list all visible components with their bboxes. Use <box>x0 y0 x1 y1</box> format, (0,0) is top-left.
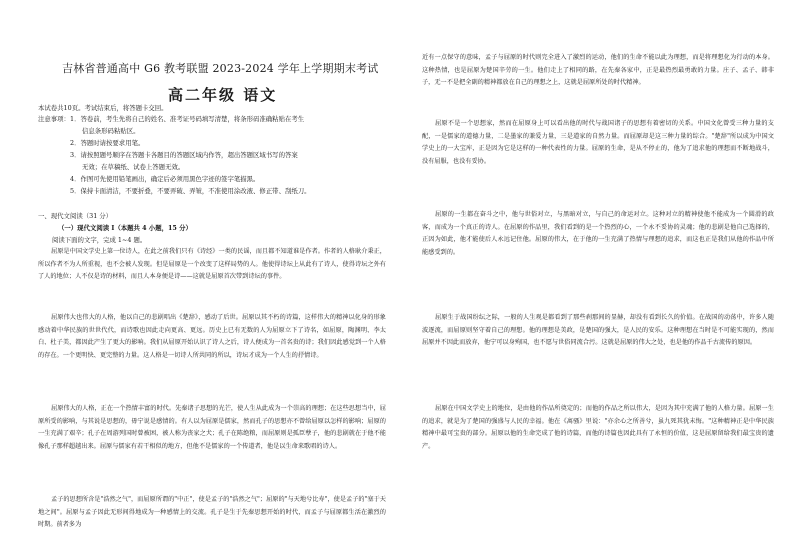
section-heading: 一、现代文阅读（31 分） <box>38 212 113 220</box>
subsection-heading: （一）现代文阅读 I（本题共 4 小题，15 分） <box>58 224 192 232</box>
notice-label: 注意事项： <box>38 115 70 123</box>
left-column <box>38 0 386 560</box>
passage-paragraph: 屈原生于战国纷纭之际，一般的人生观是都看到了那些刹那间的显赫，却没有看到长久的价值。在战国的动荡中，许多人随波逐流，而屈原则坚守着自己的理想。他的理想是美政，是楚国的强大，是人民的安乐。这种理想在当时是不可能实现的，然而屈原并不因此而放弃，他宁可以身殉国，也不愿与世俗同流合污。这就是屈原的伟大之处，也是他的作品千古流传的原因。 <box>422 314 774 347</box>
notice-item: 3．请按照题号顺序在答题卡各题目的答题区域内作答，超出答题区域书写的答案 <box>70 151 298 159</box>
notice-item: 4．作图可先使用铅笔画出，确定后必须用黑色字迹的签字笔描黑。 <box>70 175 260 183</box>
passage-paragraph: 屈原的一生都在奋斗之中，他与世俗对立，与黑暗对立，与自己的命运对立。这种对立的精神使他不能成为一个圆滑的政客，而成为一个真正的诗人。在屈原的作品里，我们看到的是一个热烈的心，一个永不妥协的灵魂；他的悲剧是他自己选择的，正因为如此，他才能使后人永远记住他。屈原的伟大，在于他的一生充满了热情与理想的追求，而这也正是我们从他的作品中所能感受到的。 <box>422 211 774 256</box>
right-column <box>422 0 774 560</box>
passage-paragraph: 屈原伟大也伟大的人格，他以自己的悲剧唱出《楚辞》，感动了后世。屈原以其不朽的诗篇，这样伟大的精神以化身的形象感动着中华民族的世世代代，而诗歌也因此走向更高、更远。历史上已有无数的人为屈原立下了诗名，如屈原，陶渊明、李太白、杜子美，都因此产生了更大的影响。我们从屈原开始认识了诗人之后，诗人便成为一首名贵的诗；我们因此感觉到一个人格的存在。一个更明快、更完整的力量。这人格是一切诗人所共同的所以，诗坛才成为一个人生的抒情诗。 <box>38 314 386 359</box>
notice-item: 信息条形码粘贴区。 <box>82 127 140 135</box>
passage-paragraph: 孟子的思想所含是"浩然之气"，而屈原所谓的"中正"，使是孟子的"浩然之气"；屈原的"与天地兮比寿"，使是孟子的"塞于天地之间"。屈原与孟子因此无形间得地成为一种感情上的交流。孔子是生于先秦思想开始的时代，而孟子与屈原都生活在激烈的时期。前者多为 <box>38 496 386 529</box>
notice-item: 1．答卷前，考生先将自己的姓名、准考证号码填写清楚，将条形码准确粘贴在考生 <box>70 115 305 123</box>
exam-subtitle: 高二年级 语文 <box>168 86 278 104</box>
passage-paragraph: 屈原是中国文学史上第一位诗人，在此之前我们只有《诗经》一类的民谣，而且都不知道谁是作者。作者的人格耿介秉正，所以作者不为人所重视，也不会被人发现。但是屈原是一个改变了这样局势的人。他使得诗坛上从此有了诗人，使得诗坛之外有了人的地位；人不仅是诗的材料，而且人本身便是诗——这就是屈原首次带到诗坛的事件。 <box>38 248 386 281</box>
passage-paragraph: 屈原伟大的人格，正在一个热情丰富的时代。先秦诸子思想的光芒，使人生从此成为一个崇高的理想；在这些思想当中，屈原所受的影响，与其说是思想的，毋宁说是感情的。有人以为屈原是儒家，然而孔子的思想亦不曾给屈原以怎样的影响；屈原的一生充满了艰辛；孔子在周游列国时曾被困，被人称为丧家之犬；孔子在陈绝粮，而屈原则是孤臣孽子，他的悲剧就在于他不能像孔子那样超越出来。屈原与儒家有若干相似的地方，但他不是儒家的一个传道者，他是以生命来歌唱的诗人。 <box>38 405 386 450</box>
exam-title: 吉林省普通高中 G6 教考联盟 2023-2024 学年上学期期末考试 <box>62 62 379 75</box>
notice-item: 无效；在草稿纸、试卷上答题无效。 <box>82 163 185 171</box>
exam-intro: 本试卷共10页。考试结束后，将答题卡交回。 <box>38 104 168 112</box>
passage-paragraph: 屈原在中国文学史上的地位，是由他的作品所奠定的；而他的作品之所以伟大，是因为其中充满了他的人格力量。屈原一生的追求，就是为了楚国的强盛与人民的幸福。他在《离骚》里说："亦余心之所善兮，虽九死其犹未悔。"这种精神正是中华民族精神中最可宝贵的部分。屈原以他的生命完成了他的诗篇，而他的诗篇也因此具有了永恒的价值，这是屈原留给我们最宝贵的遗产。 <box>422 405 774 450</box>
passage-paragraph: 近有一点保守的意味，孟子与屈原的时代则完全进入了激烈的运动，他们的生命不能以此为理想，而是将理想化为行动的本身。这种热情，也是屈原为楚国辛劳的一生。他们走上了相同的路，在先秦各家中，正是最热烈最勇敢的力量。庄子、孟子、韩非子，无一不是把全副的精神都放在自己的理想之上，这就是屈原所处的时代精神。 <box>422 54 774 87</box>
notice-item: 2．答题时请按要求用笔。 <box>70 139 145 147</box>
passage-paragraph: 屈原不是一个思想家，然而在屈原身上可以看出他的时代与战国诸子的思想有着密切的关系。中国文化曾受三种力量的支配，一是儒家的道德力量，二是墨家的兼爱力量，三是道家的自然力量。而屈原却是这三种力量的综合。"楚辞"所以成为中国文学史上的一大宝库，正是因为它是这样的一种代表性的力量。屈原的生命，是从不停止的，他为了追求他的理想而不断地战斗，没有屈服，也没有妥协。 <box>422 120 774 165</box>
notice-item: 5．保持卡面清洁，不要折叠，不要弄破、弄皱，不准使用涂改液、修正带、刮纸刀。 <box>70 187 311 195</box>
reading-instruction: 阅读下面的文字，完成 1~4 题。 <box>52 236 147 244</box>
